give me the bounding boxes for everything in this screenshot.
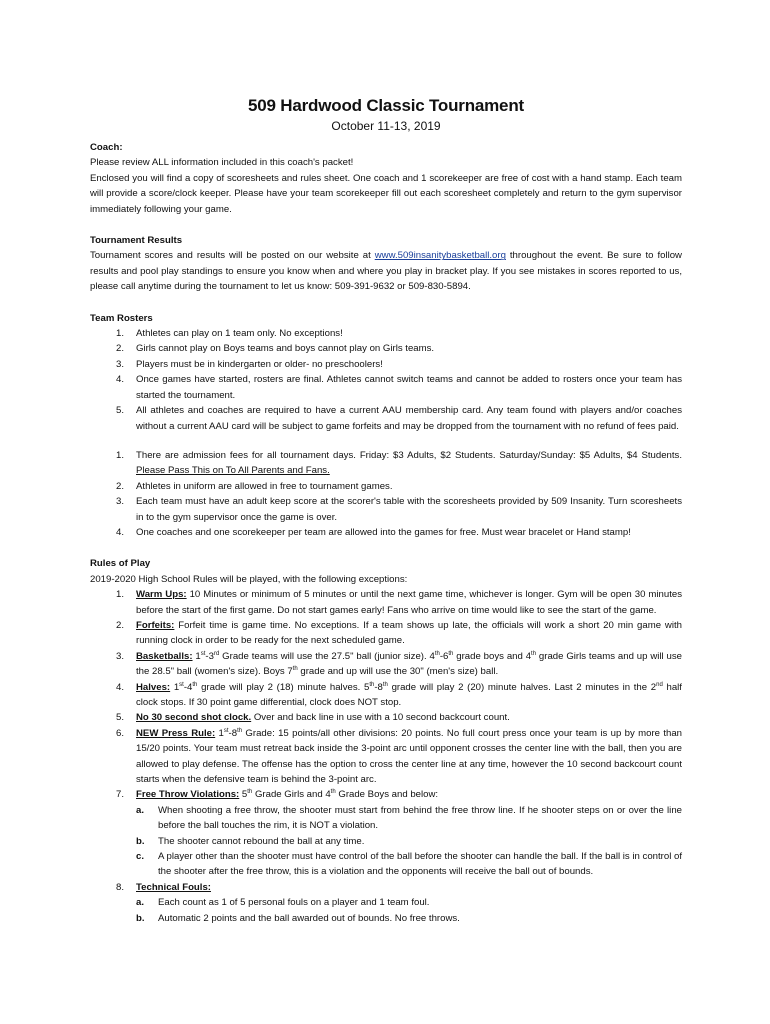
list-item: 3. Each team must have an adult keep score at the scorer's table with the scoresheets provided by 509 Insanity. Turn scoresheets in to the gym supervisor once the game is over. <box>116 496 682 523</box>
list-item: c. A player other than the shooter must have control of the ball before the shooter can handle the ball. If the ball is in control of the shooter after the free throw, this is a violation and the opponents will receive the ball out of bounds. <box>136 851 682 878</box>
page-title: 509 Hardwood Classic Tournament <box>248 96 524 115</box>
coach-section <box>90 140 682 217</box>
list-item: b. Automatic 2 points and the ball awarded out of bounds. No free throws. <box>136 912 460 924</box>
list-item: a. When shooting a free throw, the shooter must start from behind the free throw line. If he shooter steps on or over the line before the ball touches the rim, it is NOT a violation. <box>136 804 682 832</box>
rules-list <box>90 587 682 926</box>
rosters-list <box>90 326 682 434</box>
results-text <box>90 248 682 294</box>
list-item: 2. Athletes in uniform are allowed in free to tournament games. <box>116 480 393 492</box>
results-section <box>90 233 682 295</box>
event-date: October 11-13, 2019 <box>331 119 441 133</box>
rule-shot-clock: 5. No 30 second shot clock. Over and back line in use with a 10 second backcourt count. <box>116 712 510 724</box>
admission-list <box>90 448 682 540</box>
rule-forfeits: 2. Forfeits: Forfeit time is game time. No exceptions. If a team shows up late, the officials will work a short 20 min game with running clock in order to be ready for the next scheduled game. <box>116 619 682 647</box>
rules-section <box>90 556 682 926</box>
rules-intro: 2019-2020 High School Rules will be played, with the following exceptions: <box>90 573 408 585</box>
list-item: b. The shooter cannot rebound the ball at any time. <box>136 835 365 847</box>
rosters-section <box>90 311 682 541</box>
list-item: a. Each count as 1 of 5 personal fouls on a player and 1 team foul. <box>136 897 430 909</box>
list-item: 1. There are admission fees for all tournament days. Friday: $3 Adults, $2 Students. Saturday/Sunday: $5 Adults, $4 Students. Please Pass This on To All Parents and Fans. <box>116 449 682 477</box>
free-throw-sublist <box>136 803 682 880</box>
results-text-after: throughout the event. Be sure to follow results and pool play standings to ensure you know when and where you play in bracket play. If you see mistakes in scores reported to us, please call anytime during the tournament to let us know: 509-391-9632 or 509-830-5894. <box>90 250 682 293</box>
technical-sublist <box>136 895 682 926</box>
list-item: 5. All athletes and coaches are required to have a current AAU membership card. Any team found with players and/or coaches without a current AAU card will be subject to game forfeits and may be dropped from the tournament with no refund of fees paid. <box>116 405 682 432</box>
rule-basketballs: 3. Basketballs: 1st-3rd Grade teams will use the 27.5" ball (junior size). 4th-6th grade boys and 4th grade Girls teams and up will use the 28.5" ball (women's size). Boys 7th grade and up will use the 30" (men's size) ball. <box>116 650 682 678</box>
rosters-heading: Team Rosters <box>90 312 153 324</box>
rule-halves: 4. Halves: 1st-4th grade will play 2 (18) minute halves. 5th-8th grade will play 2 (20) minute halves. Last 2 minutes in the 2nd half clock stops. If 30 point game differential, clock does NOT stop. <box>116 681 682 708</box>
list-item: 4. One coaches and one scorekeeper per team are allowed into the games for free. Must wear bracelet or Hand stamp! <box>116 526 631 538</box>
list-item: 4. Once games have started, rosters are final. Athletes cannot switch teams and cannot be added to rosters once your team has started the tournament. <box>116 374 682 401</box>
pass-on-note: Please Pass This on To All Parents and Fans. <box>136 465 330 477</box>
rule-free-throw: 7. Free Throw Violations: 5th Grade Girls and 4th Grade Boys and below: a. When shooting a free throw, the shooter must start from behind the free throw line. If he shooter steps on or over the line before the ball touches the rim, it is NOT a violation. b. The shooter cannot rebound the ball at any time. c. A player other than the shooter must have control of the ball before the shooter can handle the ball. If the ball is in control of the shooter after the free throw, this is a violation and the opponents will receive the ball out of bounds. <box>90 787 682 879</box>
rules-heading: Rules of Play <box>90 558 151 570</box>
rule-warm-ups: 1. Warm Ups: 10 Minutes or minimum of 5 minutes or until the next game time, whichever is longer. Gym will be open 30 minutes before the start of the first game. Do not start games early! Fans who arrive on time would like to see the start of the game. <box>116 589 682 616</box>
coach-line-1: Please review ALL information included in this coach's packet! <box>90 157 354 169</box>
rule-technical-fouls: 8. Technical Fouls: a. Each count as 1 of 5 personal fouls on a player and 1 team foul. b. Automatic 2 points and the ball awarded out of bounds. No free throws. <box>90 880 682 926</box>
results-heading: Tournament Results <box>90 235 183 247</box>
results-text-before: Tournament scores and results will be posted on our website at <box>90 250 375 262</box>
list-item: 3. Players must be in kindergarten or older- no preschoolers! <box>116 358 383 370</box>
rule-press: 6. NEW Press Rule: 1st-8th Grade: 15 points/all other divisions: 20 points. No full court press once your team is up by more than 15/20 points. Your team must retreat back inside the 3-point arc until opponent crosses the center line with the ball, then you are allowed to play defense. The offense has the option to cross the center line at any time, however the 10 second backcourt count starts when the defensive team is behind the 3-point arc. <box>116 727 682 786</box>
list-item: 2. Girls cannot play on Boys teams and boys cannot play on Girls teams. <box>116 343 435 355</box>
coach-line-2: Enclosed you will find a copy of scoresheets and rules sheet. One coach and 1 scorekeeper are free of cost with a hand stamp. Each team will provide a score/clock keeper. Please have your team scorekeeper fill out each scoresheet completely and return to the gym supervisor immediately following your game. <box>90 172 682 215</box>
document-page <box>90 96 682 926</box>
coach-heading: Coach: <box>90 142 123 153</box>
website-link[interactable]: www.509insanitybasketball.org <box>374 250 506 262</box>
list-item: 1. Athletes can play on 1 team only. No exceptions! <box>116 328 343 340</box>
